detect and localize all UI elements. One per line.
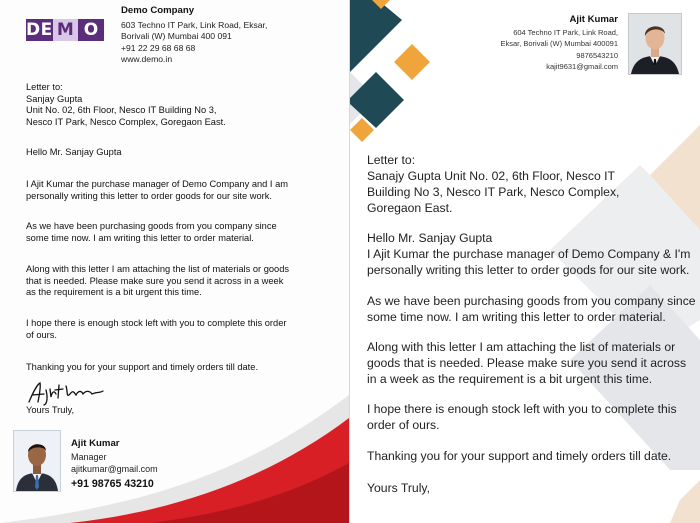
sender-email: kajit9631@gmail.com: [546, 61, 618, 71]
sender-header: [500, 14, 618, 72]
greeting: Hello Mr. Sanjay Gupta: [26, 147, 122, 157]
sender-phone: 9876543210: [576, 50, 618, 60]
company-name: Demo Company: [121, 5, 195, 16]
recipient-block: Letter to: Sanjay Gupta Unit No. 02, 6th Floor, Nesco IT Building No 3, Nesco IT Park, Nesco Complex, Goregaon East.: [26, 82, 226, 128]
paragraph: Thanking you for your support and timely orders till date.: [367, 449, 672, 463]
paragraph: Along with this letter I am attaching the list of materials or goods that is needed. Please make sure you send it across in a week as the requirement is a bit urgent this time.: [26, 264, 290, 298]
letter-left: [0, 0, 349, 523]
sender-photo: [628, 13, 682, 75]
paragraph: As we have been purchasing goods from you company since some time now. I am writing this letter to order material.: [26, 221, 277, 243]
closing: Yours Truly,: [26, 405, 75, 415]
paragraph: I hope there is enough stock left with you to complete this order of ours.: [367, 402, 677, 432]
company-address-line: Borivali (W) Mumbai 400 091: [121, 31, 232, 42]
sender-photo: [13, 430, 61, 492]
paragraph: I Ajit Kumar the purchase manager of Demo Company and I am personally writing this letter to order goods for our site work.: [26, 179, 288, 201]
greeting-and-intro: Hello Mr. Sanjay Gupta I Ajit Kumar the purchase manager of Demo Company & I'm personally writing this letter to order goods for our site work.: [367, 231, 691, 277]
company-info: [121, 5, 267, 66]
sender-address-line: 604 Techno IT Park, Link Road,: [513, 28, 618, 38]
company-website: www.demo.in: [121, 54, 173, 65]
sender-phone: +91 98765 43210: [71, 477, 154, 490]
recipient-block: Letter to: Sanajy Gupta Unit No. 02, 6th Floor, Nesco IT Building No 3, Nesco IT Park, Nesco Complex, Goregaon East.: [367, 153, 620, 215]
closing: Yours Truly,: [367, 481, 430, 495]
sender-info: [71, 438, 158, 490]
paragraph: Thanking you for your support and timely orders till date.: [26, 362, 259, 372]
greeting: Hello Mr. Sanjay Gupta: [367, 231, 493, 245]
paragraph: Along with this letter I am attaching the list of materials or goods that is needed. Please make sure you send it across in a week as the requirement is a bit urgent this time.: [367, 340, 687, 386]
company-address-line: 603 Techno IT Park, Link Road, Eksar,: [121, 19, 268, 30]
handwritten-signature: [26, 380, 106, 406]
company-phone: +91 22 29 68 68 68: [121, 42, 196, 53]
sender-email: ajitkumar@gmail.com: [71, 464, 158, 475]
company-logo: DE M O: [26, 19, 104, 41]
sender-name: Ajit Kumar: [71, 438, 120, 449]
letter-right: [350, 0, 700, 523]
sender-name: Ajit Kumar: [569, 14, 618, 25]
sender-title: Manager: [71, 451, 107, 462]
paragraph: As we have been purchasing goods from you company since some time now. I am writing this letter to order material.: [367, 294, 696, 324]
paragraph: I hope there is enough stock left with you to complete this order of ours.: [26, 318, 287, 340]
sender-address-line: Eksar, Borivali (W) Mumbai 400091: [500, 39, 618, 49]
